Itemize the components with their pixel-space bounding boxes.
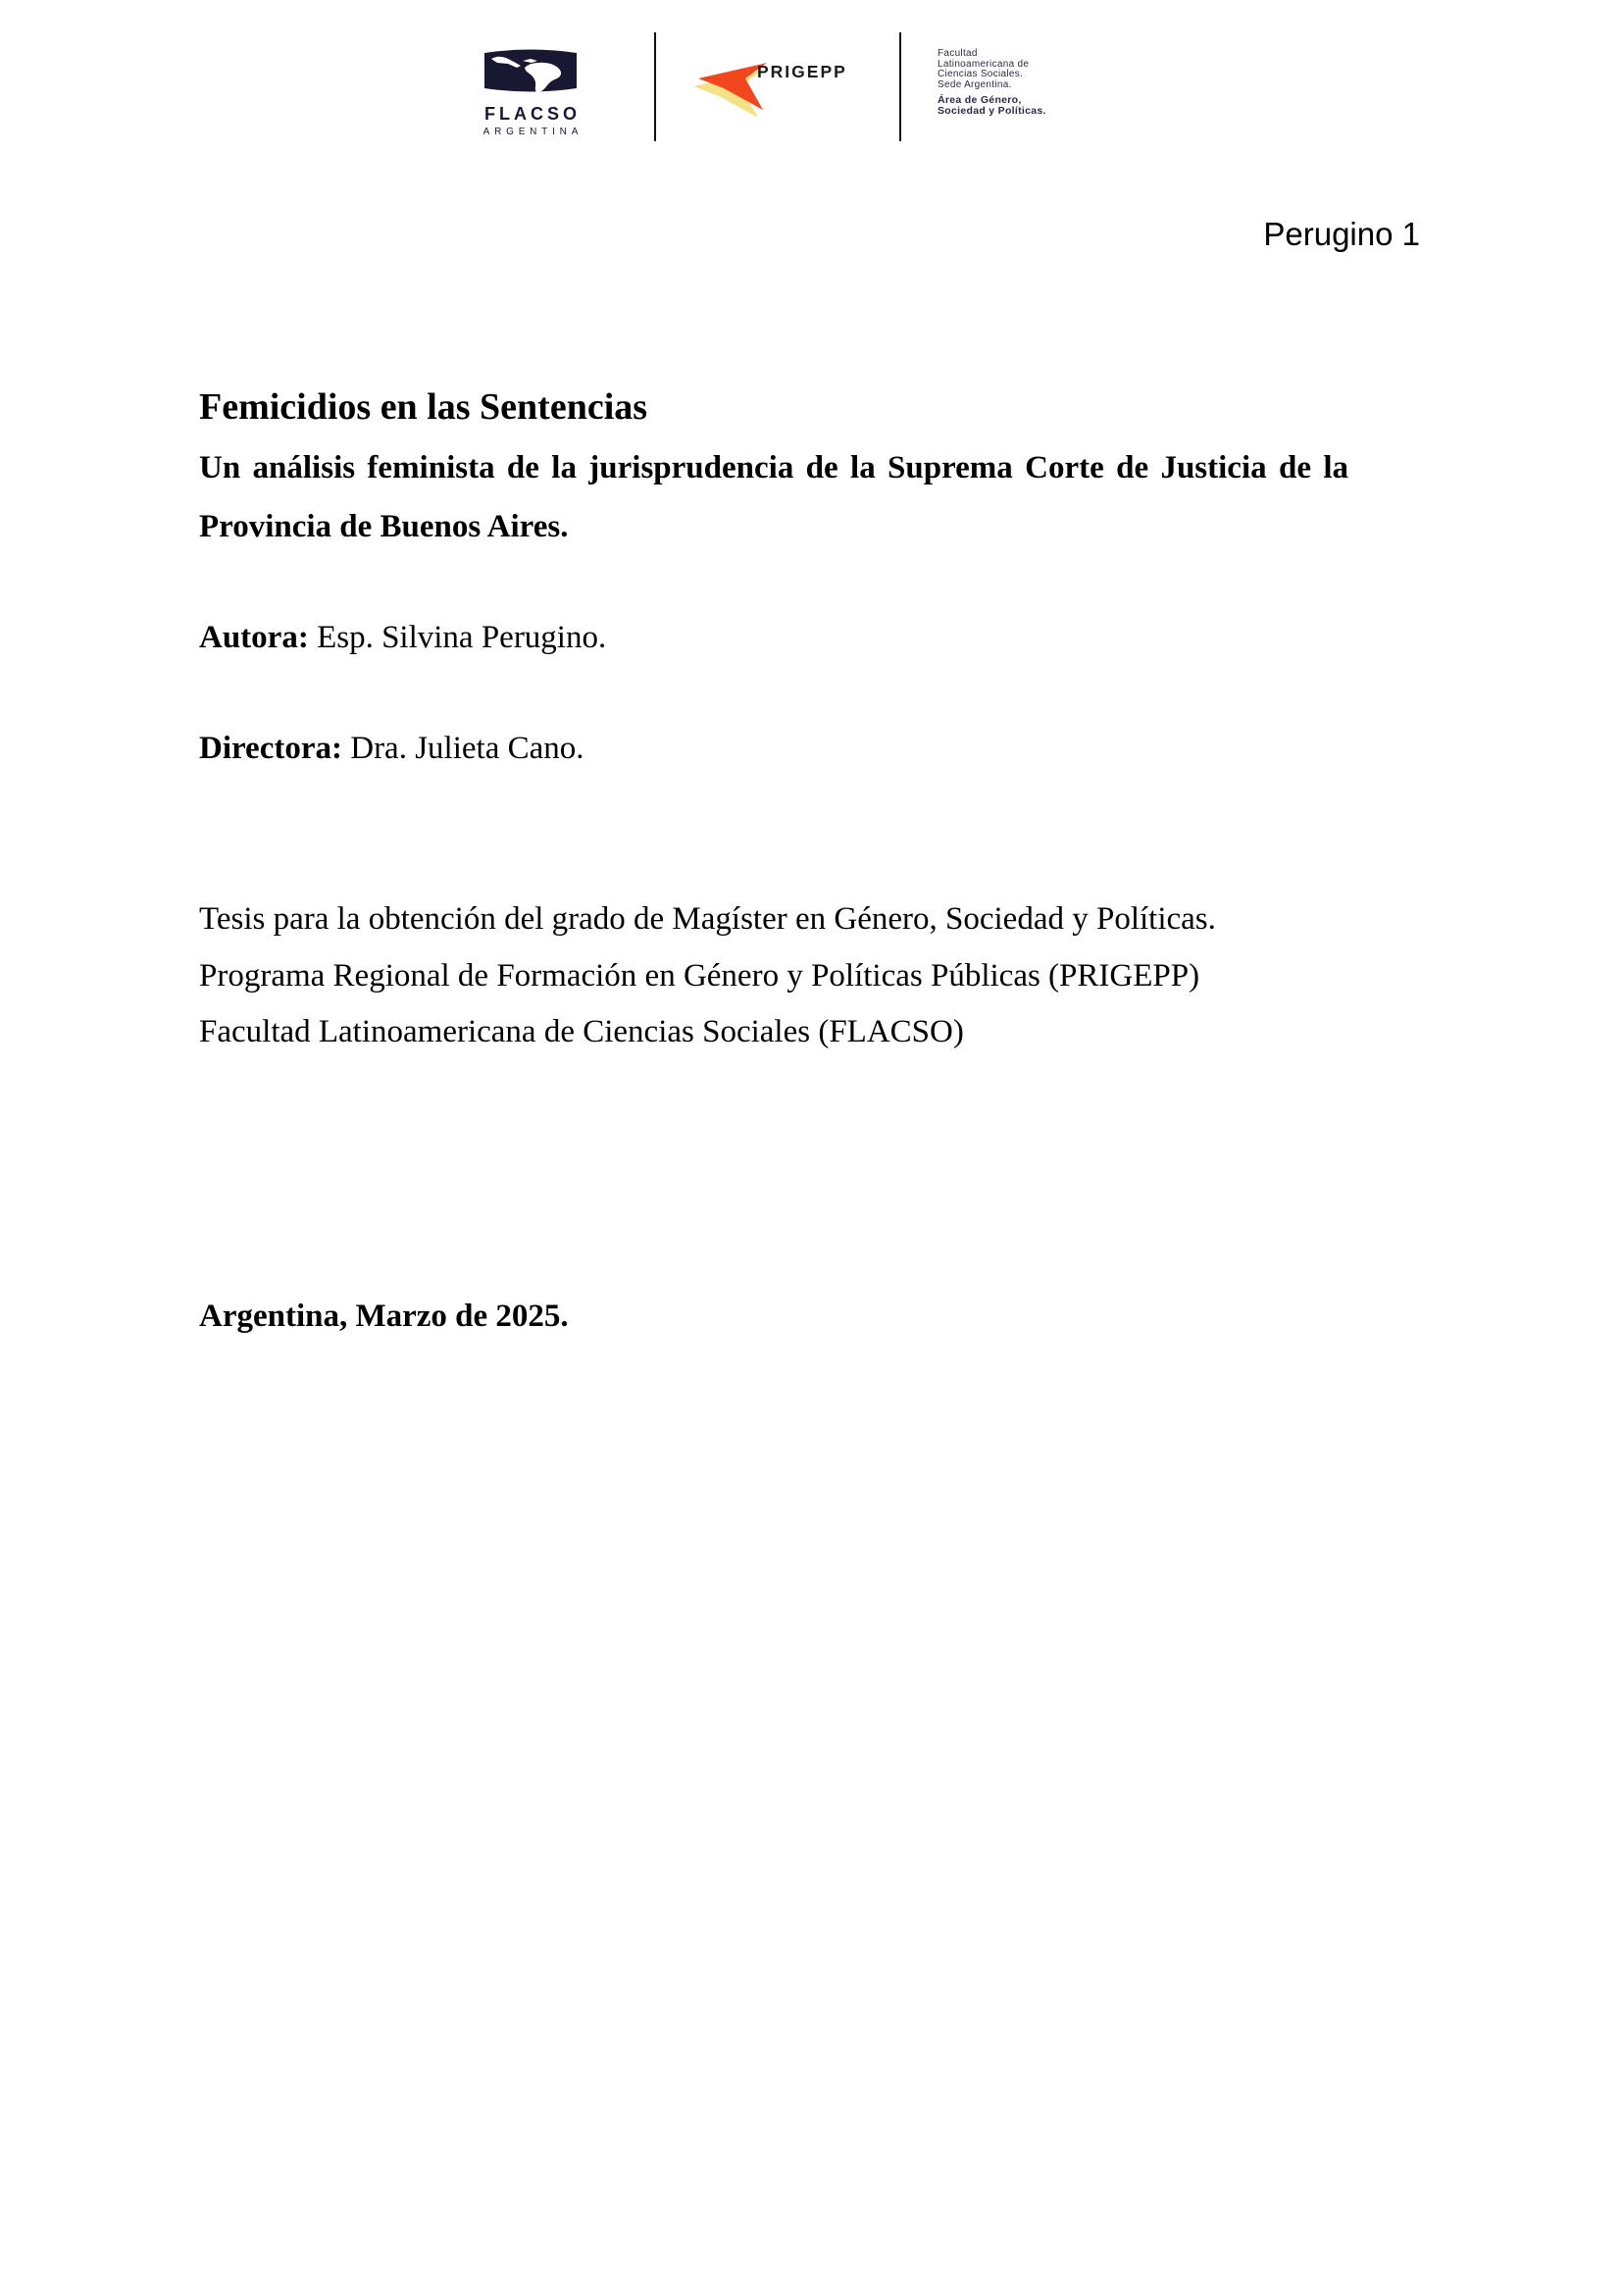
author-label: Autora: bbox=[199, 620, 309, 655]
director-line bbox=[199, 719, 1348, 778]
prigepp-logo bbox=[692, 61, 869, 120]
facultad-area-block bbox=[938, 95, 1046, 117]
thesis-line: Programa Regional de Formación en Género y Políticas Públicas (PRIGEPP) bbox=[199, 957, 1200, 994]
title-block bbox=[199, 377, 1348, 556]
header-divider bbox=[654, 32, 656, 141]
thesis-line: Facultad Latinoamericana de Ciencias Sociales (FLACSO) bbox=[199, 1014, 964, 1049]
flacso-wordmark: FLACSO bbox=[484, 104, 581, 124]
author-value: Esp. Silvina Perugino. bbox=[317, 620, 607, 655]
flacso-subtitle: ARGENTINA bbox=[482, 127, 584, 137]
flacso-map-icon bbox=[482, 45, 580, 96]
author-line bbox=[199, 608, 1348, 667]
header-divider bbox=[899, 32, 901, 141]
facultad-area-line: Sociedad y Políticas. bbox=[938, 105, 1046, 118]
facultad-area-line: Área de Género, bbox=[938, 94, 1022, 107]
director-label: Directora: bbox=[199, 731, 342, 766]
facultad-text-block bbox=[938, 49, 1046, 117]
facultad-line: Sede Argentina. bbox=[938, 78, 1012, 90]
document-subtitle-line1: Un análisis feminista de la jurisprudencia de la Suprema Corte de Justicia de la bbox=[199, 450, 1348, 485]
facultad-line: Latinoamericana de bbox=[938, 58, 1030, 70]
thesis-block bbox=[199, 892, 1348, 1061]
document-subtitle-line2: Provincia de Buenos Aires. bbox=[199, 509, 569, 544]
flacso-logo bbox=[479, 45, 583, 137]
page-header-number: Perugino 1 bbox=[1263, 216, 1420, 252]
facultad-line: Ciencias Sociales. bbox=[938, 69, 1024, 80]
thesis-line: Tesis para la obtención del grado de Magíster en Género, Sociedad y Políticas. bbox=[199, 901, 1216, 937]
document-title: Femicidios en las Sentencias bbox=[199, 386, 648, 428]
date-line: Argentina, Marzo de 2025. bbox=[199, 1299, 569, 1334]
facultad-line: Facultad bbox=[938, 48, 978, 59]
director-value: Dra. Julieta Cano. bbox=[350, 731, 584, 766]
prigepp-wordmark: PRIGEPP bbox=[757, 62, 847, 81]
